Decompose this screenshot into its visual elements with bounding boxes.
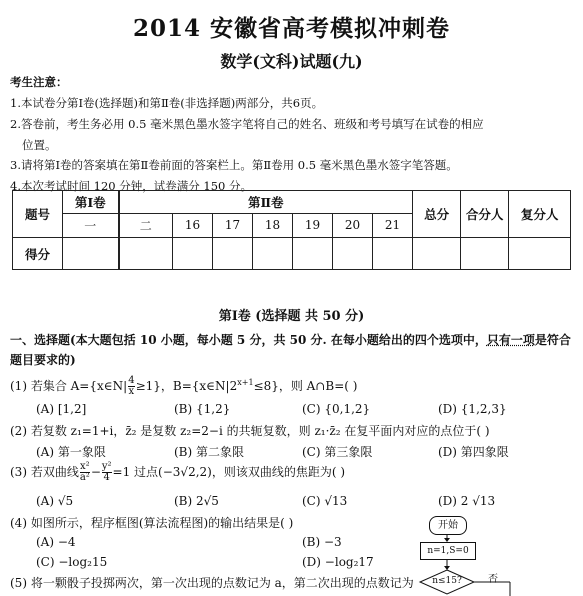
table-row-score: 得分 <box>13 238 63 270</box>
q3-option-b[interactable]: (B) 2√5 <box>174 494 219 508</box>
instructions-text: 一、选择题(本大题包括 10 小题，每小题 5 分，共 50 分. 在每小题给出的四个选项中， <box>10 333 487 347</box>
note-item: 位置。 <box>22 138 57 152</box>
score-input-cell[interactable] <box>173 238 213 270</box>
question-3 <box>10 460 345 484</box>
table-cell: 18 <box>253 213 293 238</box>
score-input-cell[interactable] <box>413 238 461 270</box>
score-input-cell[interactable] <box>293 238 333 270</box>
table-header-total: 总分 <box>413 191 461 238</box>
table-header-part2: 第Ⅱ卷 <box>119 191 413 214</box>
score-input-cell[interactable] <box>333 238 373 270</box>
q3-option-a[interactable]: (A) √5 <box>36 494 74 508</box>
score-input-cell[interactable] <box>373 238 413 270</box>
q3-fraction-y <box>102 462 112 483</box>
q3-frac-den: 4 <box>103 472 110 483</box>
page-title: 2014 安徽省高考模拟冲刺卷 <box>132 15 451 42</box>
q1-option-c[interactable]: (C) {0,1,2} <box>302 402 371 416</box>
table-cell: 17 <box>213 213 253 238</box>
table-cell: 二 <box>119 213 173 238</box>
score-input-cell[interactable] <box>213 238 253 270</box>
q2-option-c[interactable]: (C) 第三象限 <box>302 445 373 459</box>
q3-option-d[interactable]: (D) 2 √13 <box>438 494 496 508</box>
table-cell: 20 <box>333 213 373 238</box>
q3-stem: =1 过点(−3√2,2)，则该双曲线的焦距为( ) <box>112 465 346 479</box>
q2-option-d[interactable]: (D) 第四象限 <box>438 445 509 459</box>
score-input-cell[interactable] <box>63 238 119 270</box>
q4-option-d[interactable]: (D) −log₂17 <box>302 555 374 569</box>
page-subtitle: 数学(文科)试题(九) <box>220 52 363 71</box>
q4-option-c[interactable]: (C) −log₂15 <box>36 555 108 569</box>
q1-exp: x+1 <box>237 378 254 387</box>
table-header-combiner: 合分人 <box>461 191 509 238</box>
q1-option-d[interactable]: (D) {1,2,3} <box>438 402 507 416</box>
score-input-cell[interactable] <box>461 238 509 270</box>
table-cell: 一 <box>63 213 119 238</box>
table-cell: 21 <box>373 213 413 238</box>
q4-option-b[interactable]: (B) −3 <box>302 535 342 549</box>
q1-option-b[interactable]: (B) {1,2} <box>174 402 231 416</box>
instructions-text: 是符合 <box>534 333 571 347</box>
table-header-reviewer: 复分人 <box>509 191 571 238</box>
q3-stem: (3) 若双曲线 <box>10 465 79 479</box>
score-input-cell[interactable] <box>509 238 571 270</box>
section-instructions <box>10 331 571 348</box>
q1-frac-num: 4 <box>128 375 135 386</box>
table-header-part1: 第Ⅰ卷 <box>63 191 119 214</box>
q1-frac-den: x <box>128 386 135 397</box>
q1-stem: (1) 若集合 A={x∈N| <box>10 379 128 393</box>
question-4: (4) 如图所示，程序框图(算法流程图)的输出结果是( ) <box>10 516 294 530</box>
q1-option-a[interactable]: (A) [1,2] <box>36 402 87 416</box>
q3-frac-num: x² <box>79 461 90 472</box>
q1-stem: ≤8}，则 A∩B=( ) <box>253 379 358 393</box>
note-item: 4.本次考试时间 120 分钟，试卷满分 150 分。 <box>10 179 252 193</box>
question-2: (2) 若复数 z₁=1+i，z̄₂ 是复数 z₂=2−i 的共轭复数，则 z₁·z̄₂ 在复平面内对应的点位于( ) <box>10 424 490 438</box>
section-instructions-cont: 题目要求的) <box>10 353 76 367</box>
flowchart-init: n=1,S=0 <box>420 542 476 560</box>
table-cell: 16 <box>173 213 213 238</box>
q3-frac-num: y² <box>101 461 112 472</box>
q2-option-a[interactable]: (A) 第一象限 <box>36 445 106 459</box>
q4-option-a[interactable]: (A) −4 <box>36 535 76 549</box>
question-1 <box>10 372 357 397</box>
section-title: 第Ⅰ卷 (选择题 共 50 分) <box>218 309 365 324</box>
q2-option-b[interactable]: (B) 第二象限 <box>174 445 244 459</box>
notes-heading: 考生注意： <box>10 75 68 89</box>
flowchart-no-label: 否 <box>488 574 498 585</box>
score-input-cell[interactable] <box>253 238 293 270</box>
q3-fraction-x <box>80 462 90 483</box>
q1-fraction <box>128 376 134 397</box>
note-item: 3.请将第Ⅰ卷的答案填在第Ⅱ卷前面的答案栏上。第Ⅱ卷用 0.5 毫米黑色墨水签字笔答题。 <box>10 158 458 172</box>
score-table <box>12 190 571 270</box>
q3-option-c[interactable]: (C) √13 <box>302 494 348 508</box>
flowchart-start: 开始 <box>429 516 467 535</box>
question-5: (5) 将一颗骰子投掷两次，第一次出现的点数记为 a，第二次出现的点数记为 <box>10 576 414 590</box>
table-cell: 19 <box>293 213 333 238</box>
flowchart-condition: n≤15? <box>432 576 462 586</box>
table-row-header: 题号 <box>13 191 63 238</box>
instructions-emphasis: 只有一项 <box>486 333 535 347</box>
q3-minus: − <box>90 465 101 479</box>
note-item: 1.本试卷分第Ⅰ卷(选择题)和第Ⅱ卷(非选择题)两部分，共6页。 <box>10 96 324 110</box>
q3-frac-den: a² <box>79 472 90 483</box>
note-item: 2.答卷前，考生务必用 0.5 毫米黑色墨水签字笔将自己的姓名、班级和考号填写在试卷的相应 <box>10 117 484 131</box>
q1-stem: ≥1}，B={x∈N|2 <box>135 379 238 393</box>
score-input-cell[interactable] <box>119 238 173 270</box>
flowchart <box>410 512 583 596</box>
